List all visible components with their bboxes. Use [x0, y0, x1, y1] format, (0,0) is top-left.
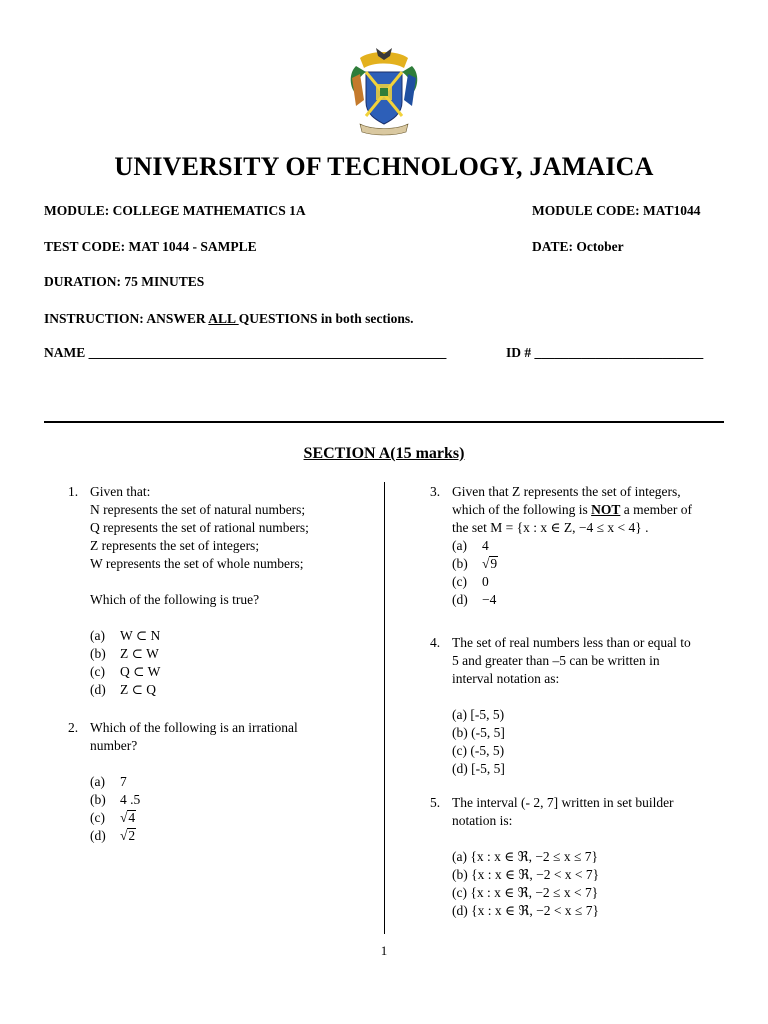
- duration: DURATION: 75 MINUTES: [44, 274, 205, 289]
- question-body: [452, 794, 674, 920]
- question-5: [430, 794, 740, 934]
- option-b[interactable]: (b) (-5, 5]: [452, 725, 505, 740]
- option-c[interactable]: (c) Q ⊂ W: [90, 664, 161, 679]
- option-c[interactable]: (c) {x : x ∈ ℜ, −2 ≤ x < 7}: [452, 885, 599, 900]
- question-4: [430, 634, 740, 784]
- question-1: [68, 483, 368, 703]
- question-line: Which of the following is an irrational: [90, 720, 298, 735]
- name-field[interactable]: NAME _____________________________________________________: [44, 345, 447, 360]
- square-root-symbol: √2: [120, 828, 136, 843]
- question-line: Given that Z represents the set of integers,: [452, 484, 681, 499]
- question-line: Q represents the set of rational numbers;: [90, 520, 309, 535]
- instruction-post: QUESTIONS in both sections.: [238, 311, 414, 326]
- test-date: DATE: October: [532, 239, 624, 254]
- module-name: MODULE: COLLEGE MATHEMATICS 1A: [44, 203, 306, 218]
- question-line: N represents the set of natural numbers;: [90, 502, 306, 517]
- question-prompt: Which of the following is true?: [90, 592, 260, 607]
- question-line: 5 and greater than –5 can be written in: [452, 653, 660, 668]
- question-line: the set M = {x : x ∈ Z, −4 ≤ x < 4} .: [452, 520, 649, 535]
- option-b[interactable]: (b) √9: [452, 556, 498, 571]
- question-line: The interval (- 2, 7] written in set builder: [452, 795, 674, 810]
- square-root-symbol: √4: [120, 810, 136, 825]
- question-number: 4.: [430, 635, 441, 650]
- question-number: 2.: [68, 720, 79, 735]
- column-divider: [384, 482, 385, 934]
- option-d[interactable]: (d) [-5, 5]: [452, 761, 505, 776]
- instruction-all: ALL: [208, 311, 239, 326]
- option-d[interactable]: (d) {x : x ∈ ℜ, −2 < x ≤ 7}: [452, 903, 599, 918]
- section-title: SECTION A(15 marks): [303, 445, 465, 462]
- square-root-symbol: √9: [482, 556, 498, 571]
- question-2: [68, 719, 368, 859]
- question-line: The set of real numbers less than or equal to: [452, 635, 691, 650]
- option-d[interactable]: (d) −4: [452, 592, 497, 607]
- question-3: [430, 483, 730, 623]
- not-emphasis: NOT: [591, 502, 621, 517]
- question-line: number?: [90, 738, 138, 753]
- option-c[interactable]: (c) √4: [90, 810, 136, 825]
- question-line: which of the following is NOT a member of: [452, 502, 692, 517]
- question-number: 1.: [68, 484, 79, 499]
- option-d[interactable]: (d) √2: [90, 828, 136, 843]
- question-body: [452, 634, 691, 778]
- university-title: UNIVERSITY OF TECHNOLOGY, JAMAICA: [114, 152, 654, 181]
- option-b[interactable]: (b) Z ⊂ W: [90, 646, 159, 661]
- university-crest-logo: [346, 44, 422, 136]
- option-a[interactable]: (a) W ⊂ N: [90, 628, 161, 643]
- question-line: Given that:: [90, 484, 151, 499]
- question-line: notation is:: [452, 813, 513, 828]
- question-body: [90, 719, 298, 845]
- instruction-pre: INSTRUCTION: ANSWER: [44, 311, 209, 326]
- header-divider: [44, 421, 724, 423]
- id-field[interactable]: ID # _________________________: [506, 345, 704, 360]
- test-code: TEST CODE: MAT 1044 - SAMPLE: [44, 239, 257, 254]
- option-b[interactable]: (b) 4 .5: [90, 792, 141, 807]
- page-number: 1: [380, 943, 388, 958]
- question-line: W represents the set of whole numbers;: [90, 556, 304, 571]
- question-line: Z represents the set of integers;: [90, 538, 260, 553]
- option-c[interactable]: (c) 0: [452, 574, 489, 589]
- option-a[interactable]: (a) 4: [452, 538, 489, 553]
- question-number: 3.: [430, 484, 441, 499]
- question-body: [452, 483, 692, 609]
- option-b[interactable]: (b) {x : x ∈ ℜ, −2 < x < 7}: [452, 867, 600, 882]
- option-c[interactable]: (c) (-5, 5): [452, 743, 505, 758]
- option-a[interactable]: (a) {x : x ∈ ℜ, −2 ≤ x ≤ 7}: [452, 849, 598, 864]
- question-body: [90, 483, 309, 699]
- option-a[interactable]: (a) 7: [90, 774, 127, 789]
- option-a[interactable]: (a) [-5, 5): [452, 707, 505, 722]
- option-d[interactable]: (d) Z ⊂ Q: [90, 682, 157, 697]
- module-code: MODULE CODE: MAT1044: [532, 203, 701, 218]
- question-line: interval notation as:: [452, 671, 560, 686]
- question-number: 5.: [430, 795, 441, 810]
- instruction: [44, 311, 413, 327]
